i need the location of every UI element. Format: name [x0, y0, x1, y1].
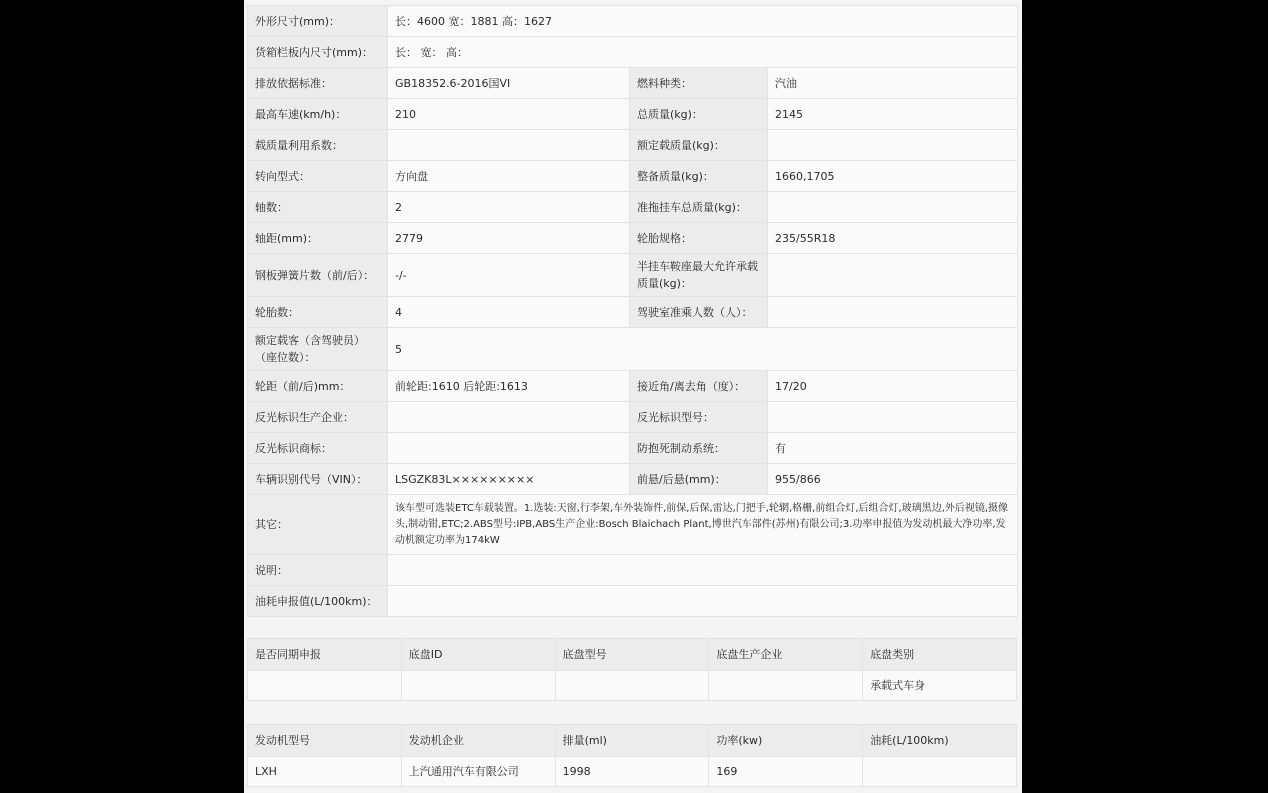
note-value	[388, 555, 1018, 586]
curb-mass-label: 整备质量(kg)：	[630, 161, 768, 192]
table-row	[248, 68, 1018, 99]
max-speed-value: 210	[388, 99, 630, 130]
reflect-model-label: 反光标识型号：	[630, 402, 768, 433]
table-row	[248, 161, 1018, 192]
reflect-brand-value	[388, 433, 630, 464]
trailer-mass-label: 准拖挂车总质量(kg)：	[630, 192, 768, 223]
chassis-header: 底盘ID	[401, 639, 555, 671]
load-util-label: 载质量利用系数：	[248, 130, 388, 161]
table-row	[248, 464, 1018, 495]
rated-load-value	[768, 130, 1018, 161]
table-row	[248, 495, 1018, 555]
engine-table	[247, 724, 1017, 787]
chassis-header: 底盘类别	[863, 639, 1017, 671]
chassis-cell	[401, 671, 555, 701]
reflect-maker-value	[388, 402, 630, 433]
total-mass-label: 总质量(kg)：	[630, 99, 768, 130]
other-value: 该车型可选装ETC车载装置。1.选装:天窗,行李架,车外装饰件,前保,后保,雷达,门把手,轮辋,格栅,前组合灯,后组合灯,玻璃黑边,外后视镜,摄像头,制动钳,ETC;2.ABS型号:IPB,ABS生产企业:Bosch Blaichach Plant,博世汽车部件(苏州)有限公司;3.功率申报值为发动机最大净功率,发动机额定功率为174kW	[388, 495, 1018, 555]
saddle-label: 半挂车鞍座最大允许承载质量(kg)：	[630, 254, 768, 297]
cargo-value: 长： 宽： 高：	[388, 37, 1018, 68]
engine-cell: 上汽通用汽车有限公司	[401, 757, 555, 787]
total-mass-value: 2145	[768, 99, 1018, 130]
table-row	[248, 328, 1018, 371]
chassis-header: 底盘生产企业	[709, 639, 863, 671]
table-row	[248, 586, 1018, 617]
track-value: 前轮距:1610 后轮距:1613	[388, 371, 630, 402]
trailer-mass-value	[768, 192, 1018, 223]
vin-value: LSGZK83L×××××××××	[388, 464, 630, 495]
engine-header: 发动机型号	[248, 725, 402, 757]
table-row	[248, 671, 1017, 701]
engine-cell: LXH	[248, 757, 402, 787]
table-row	[248, 99, 1018, 130]
angle-value: 17/20	[768, 371, 1018, 402]
tire-label: 轮胎规格：	[630, 223, 768, 254]
rated-load-label: 额定载质量(kg)：	[630, 130, 768, 161]
engine-cell: 1998	[555, 757, 709, 787]
table-row	[248, 297, 1018, 328]
wheelbase-label: 轴距(mm)：	[248, 223, 388, 254]
note-label: 说明：	[248, 555, 388, 586]
table-row	[248, 402, 1018, 433]
chassis-header: 是否同期申报	[248, 639, 402, 671]
cab-label: 驾驶室准乘人数（人）：	[630, 297, 768, 328]
axles-label: 轴数：	[248, 192, 388, 223]
vin-label: 车辆识别代号（VIN）：	[248, 464, 388, 495]
seats-label: 额定载客（含驾驶员）（座位数）：	[248, 328, 388, 371]
saddle-value	[768, 254, 1018, 297]
steering-value: 方向盘	[388, 161, 630, 192]
load-util-value	[388, 130, 630, 161]
engine-cell	[863, 757, 1017, 787]
axles-value: 2	[388, 192, 630, 223]
reflect-model-value	[768, 402, 1018, 433]
engine-cell: 169	[709, 757, 863, 787]
table-row	[248, 433, 1018, 464]
engine-header: 发动机企业	[401, 725, 555, 757]
engine-header: 油耗(L/100km)	[863, 725, 1017, 757]
reflect-brand-label: 反光标识商标：	[248, 433, 388, 464]
chassis-cell	[709, 671, 863, 701]
table-row	[248, 192, 1018, 223]
spring-label: 钢板弹簧片数（前/后）：	[248, 254, 388, 297]
table-row	[248, 555, 1018, 586]
chassis-cell	[248, 671, 402, 701]
fuel-use-label: 油耗申报值(L/100km)：	[248, 586, 388, 617]
spring-value: -/-	[388, 254, 630, 297]
engine-header: 功率(kw)	[709, 725, 863, 757]
emission-value: GB18352.6-2016国VI	[388, 68, 630, 99]
emission-label: 排放依据标准：	[248, 68, 388, 99]
cargo-label: 货箱栏板内尺寸(mm)：	[248, 37, 388, 68]
table-row	[248, 37, 1018, 68]
table-header-row	[248, 725, 1017, 757]
chassis-table	[247, 638, 1017, 701]
engine-header: 排量(ml)	[555, 725, 709, 757]
curb-mass-value: 1660,1705	[768, 161, 1018, 192]
fuel-value: 汽油	[768, 68, 1018, 99]
abs-value: 有	[768, 433, 1018, 464]
other-label: 其它：	[248, 495, 388, 555]
tires-count-label: 轮胎数：	[248, 297, 388, 328]
table-row	[248, 757, 1017, 787]
chassis-cell	[555, 671, 709, 701]
table-row	[248, 6, 1018, 37]
table-row	[248, 130, 1018, 161]
dimensions-value: 长：4600 宽：1881 高：1627	[388, 6, 1018, 37]
reflect-maker-label: 反光标识生产企业：	[248, 402, 388, 433]
dimensions-label: 外形尺寸(mm)：	[248, 6, 388, 37]
table-row	[248, 223, 1018, 254]
chassis-cell: 承载式车身	[863, 671, 1017, 701]
wheelbase-value: 2779	[388, 223, 630, 254]
fuel-label: 燃料种类：	[630, 68, 768, 99]
steering-label: 转向型式：	[248, 161, 388, 192]
cab-value	[768, 297, 1018, 328]
spec-table	[247, 5, 1018, 617]
fuel-use-value	[388, 586, 1018, 617]
overhang-label: 前悬/后悬(mm)：	[630, 464, 768, 495]
tire-value: 235/55R18	[768, 223, 1018, 254]
overhang-value: 955/866	[768, 464, 1018, 495]
track-label: 轮距（前/后)mm：	[248, 371, 388, 402]
angle-label: 接近角/离去角（度）：	[630, 371, 768, 402]
max-speed-label: 最高车速(km/h)：	[248, 99, 388, 130]
table-header-row	[248, 639, 1017, 671]
document-page	[244, 0, 1022, 793]
table-row	[248, 254, 1018, 297]
abs-label: 防抱死制动系统：	[630, 433, 768, 464]
chassis-header: 底盘型号	[555, 639, 709, 671]
seats-value: 5	[388, 328, 1018, 371]
tires-count-value: 4	[388, 297, 630, 328]
table-row	[248, 371, 1018, 402]
